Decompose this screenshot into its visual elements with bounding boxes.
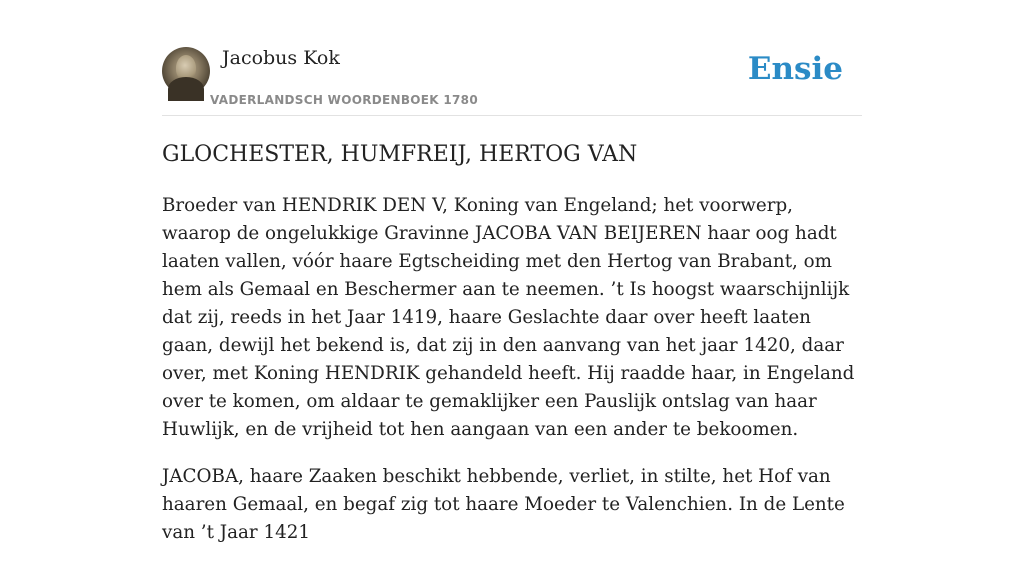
paragraph: Broeder van HENDRIK DEN V, Koning van Engeland; het voorwerp, waarop de ongelukkige Gravinne JACOBA VAN BEIJEREN haar oog hadt laaten vallen, vóór haare Egtscheiding met den Hertog van Brabant, om hem als Gemaal en Beschermer aan te neemen. ’t Is hoogst waarschijnlijk dat zij, reeds in het Jaar 1419, haare Geslachte daar over heeft laaten gaan, dewijl het bekend is, dat zij in den aanvang van het jaar 1420, daar over, met Koning HENDRIK gehandeld heeft. Hij raadde haar, in Engeland over te komen, om aldaar te gemaklijker een Pauslijk ontslag van haar Huwlijk, en de vrijheid tot hen aangaan van een ander te bekoomen.	[162, 195, 855, 440]
portrait-body	[168, 77, 204, 101]
entry-body	[162, 192, 862, 566]
ensie-logo[interactable]: Ensie	[747, 51, 843, 87]
entry-header	[162, 46, 862, 116]
entry-title: GLOCHESTER, HUMFREIJ, HERTOG VAN	[162, 142, 638, 167]
author-avatar[interactable]	[162, 47, 210, 95]
paragraph: JACOBA, haare Zaaken beschikt hebbende, verliet, in stilte, het Hof van haaren Gemaal, en begaf zig tot haare Moeder te Valenchien. In de Lente van ’t Jaar 1421	[162, 466, 845, 543]
author-name[interactable]: Jacobus Kok	[222, 47, 340, 69]
source-label[interactable]: VADERLANDSCH WOORDENBOEK 1780	[210, 93, 478, 107]
